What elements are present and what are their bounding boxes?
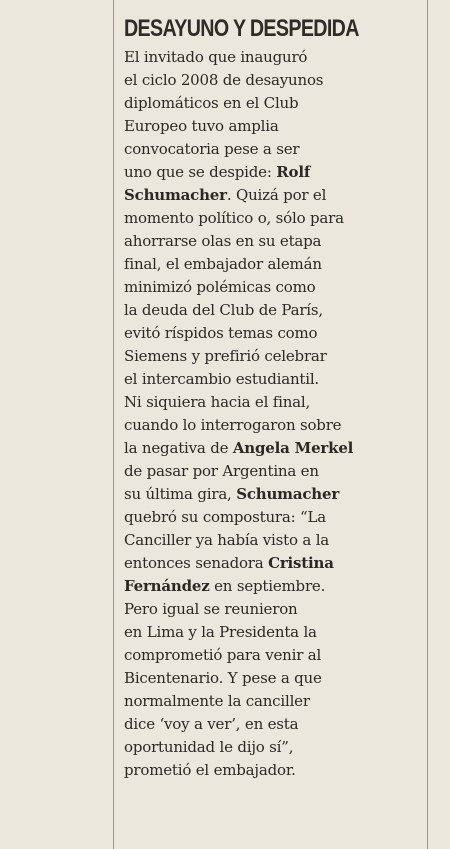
news-article: [124, 14, 424, 782]
body-text-segment: evitó ríspidos temas como: [124, 324, 318, 342]
bold-name-text: Cristina: [268, 554, 334, 572]
article-line: [124, 207, 424, 230]
body-text-segment: Canciller ya había visto a la: [124, 531, 330, 549]
bold-name-text: Fernández: [124, 577, 210, 595]
article-body: [124, 46, 424, 782]
column-divider-left: [113, 0, 114, 849]
body-text-segment: la negativa de: [124, 439, 233, 457]
article-line: [124, 621, 424, 644]
article-line: [124, 184, 424, 207]
body-text-segment: en Lima y la Presidenta la: [124, 623, 317, 641]
body-text-segment: el intercambio estudiantil.: [124, 370, 319, 388]
body-text-segment: Europeo tuvo amplia: [124, 117, 279, 135]
article-line: [124, 69, 424, 92]
body-text-segment: Pero igual se reunieron: [124, 600, 298, 618]
article-line: [124, 230, 424, 253]
body-text-segment: la deuda del Club de París,: [124, 301, 323, 319]
article-line: [124, 759, 424, 782]
bold-name-text: Rolf: [276, 163, 311, 181]
article-line: [124, 46, 424, 69]
article-line: [124, 552, 424, 575]
body-text-segment: final, el embajador alemán: [124, 255, 322, 273]
bold-name-text: Schumacher: [236, 485, 340, 503]
article-line: [124, 92, 424, 115]
article-line: [124, 414, 424, 437]
article-line: [124, 736, 424, 759]
article-line: [124, 138, 424, 161]
article-line: [124, 460, 424, 483]
body-text-segment: comprometió para venir al: [124, 646, 322, 664]
body-text-segment: momento político o, sólo para: [124, 209, 344, 227]
body-text-segment: de pasar por Argentina en: [124, 462, 319, 480]
article-line: [124, 690, 424, 713]
body-text-segment: prometió el embajador.: [124, 761, 296, 779]
article-line: [124, 391, 424, 414]
article-line: [124, 437, 424, 460]
article-line: [124, 368, 424, 391]
article-line: [124, 299, 424, 322]
body-text-segment: dice ‘voy a ver’, en esta: [124, 715, 299, 733]
article-line: [124, 161, 424, 184]
body-text-segment: diplomáticos en el Club: [124, 94, 299, 112]
body-text-segment: normalmente la canciller: [124, 692, 310, 710]
article-line: [124, 529, 424, 552]
article-line: [124, 345, 424, 368]
article-line: [124, 598, 424, 621]
article-line: [124, 667, 424, 690]
article-headline: DESAYUNO Y DESPEDIDA: [124, 15, 359, 42]
body-text-segment: oportunidad le dijo sí”,: [124, 738, 294, 756]
body-text-segment: en septiembre.: [209, 577, 326, 595]
article-line: [124, 276, 424, 299]
article-line: [124, 115, 424, 138]
bold-name-text: Schumacher: [124, 186, 227, 204]
article-line: [124, 506, 424, 529]
body-text-segment: entonces senadora: [124, 554, 269, 572]
body-text-segment: su última gira,: [124, 485, 237, 503]
article-line: [124, 713, 424, 736]
body-text-segment: . Quizá por el: [226, 186, 327, 204]
body-text-segment: El invitado que inauguró: [124, 48, 308, 66]
body-text-segment: convocatoria pese a ser: [124, 140, 300, 158]
bold-name-text: Angela Merkel: [232, 439, 354, 457]
body-text-segment: minimizó polémicas como: [124, 278, 316, 296]
body-text-segment: Siemens y prefirió celebrar: [124, 347, 327, 365]
body-text-segment: Bicentenario. Y pese a que: [124, 669, 322, 687]
column-divider-right: [427, 0, 428, 849]
body-text-segment: ahorrarse olas en su etapa: [124, 232, 322, 250]
article-line: [124, 483, 424, 506]
body-text-segment: quebró su compostura: “La: [124, 508, 327, 526]
article-line: [124, 644, 424, 667]
body-text-segment: Ni siquiera hacia el final,: [124, 393, 311, 411]
body-text-segment: el ciclo 2008 de desayunos: [124, 71, 324, 89]
article-line: [124, 253, 424, 276]
body-text-segment: cuando lo interrogaron sobre: [124, 416, 342, 434]
body-text-segment: uno que se despide:: [124, 163, 277, 181]
article-line: [124, 575, 424, 598]
article-line: [124, 322, 424, 345]
